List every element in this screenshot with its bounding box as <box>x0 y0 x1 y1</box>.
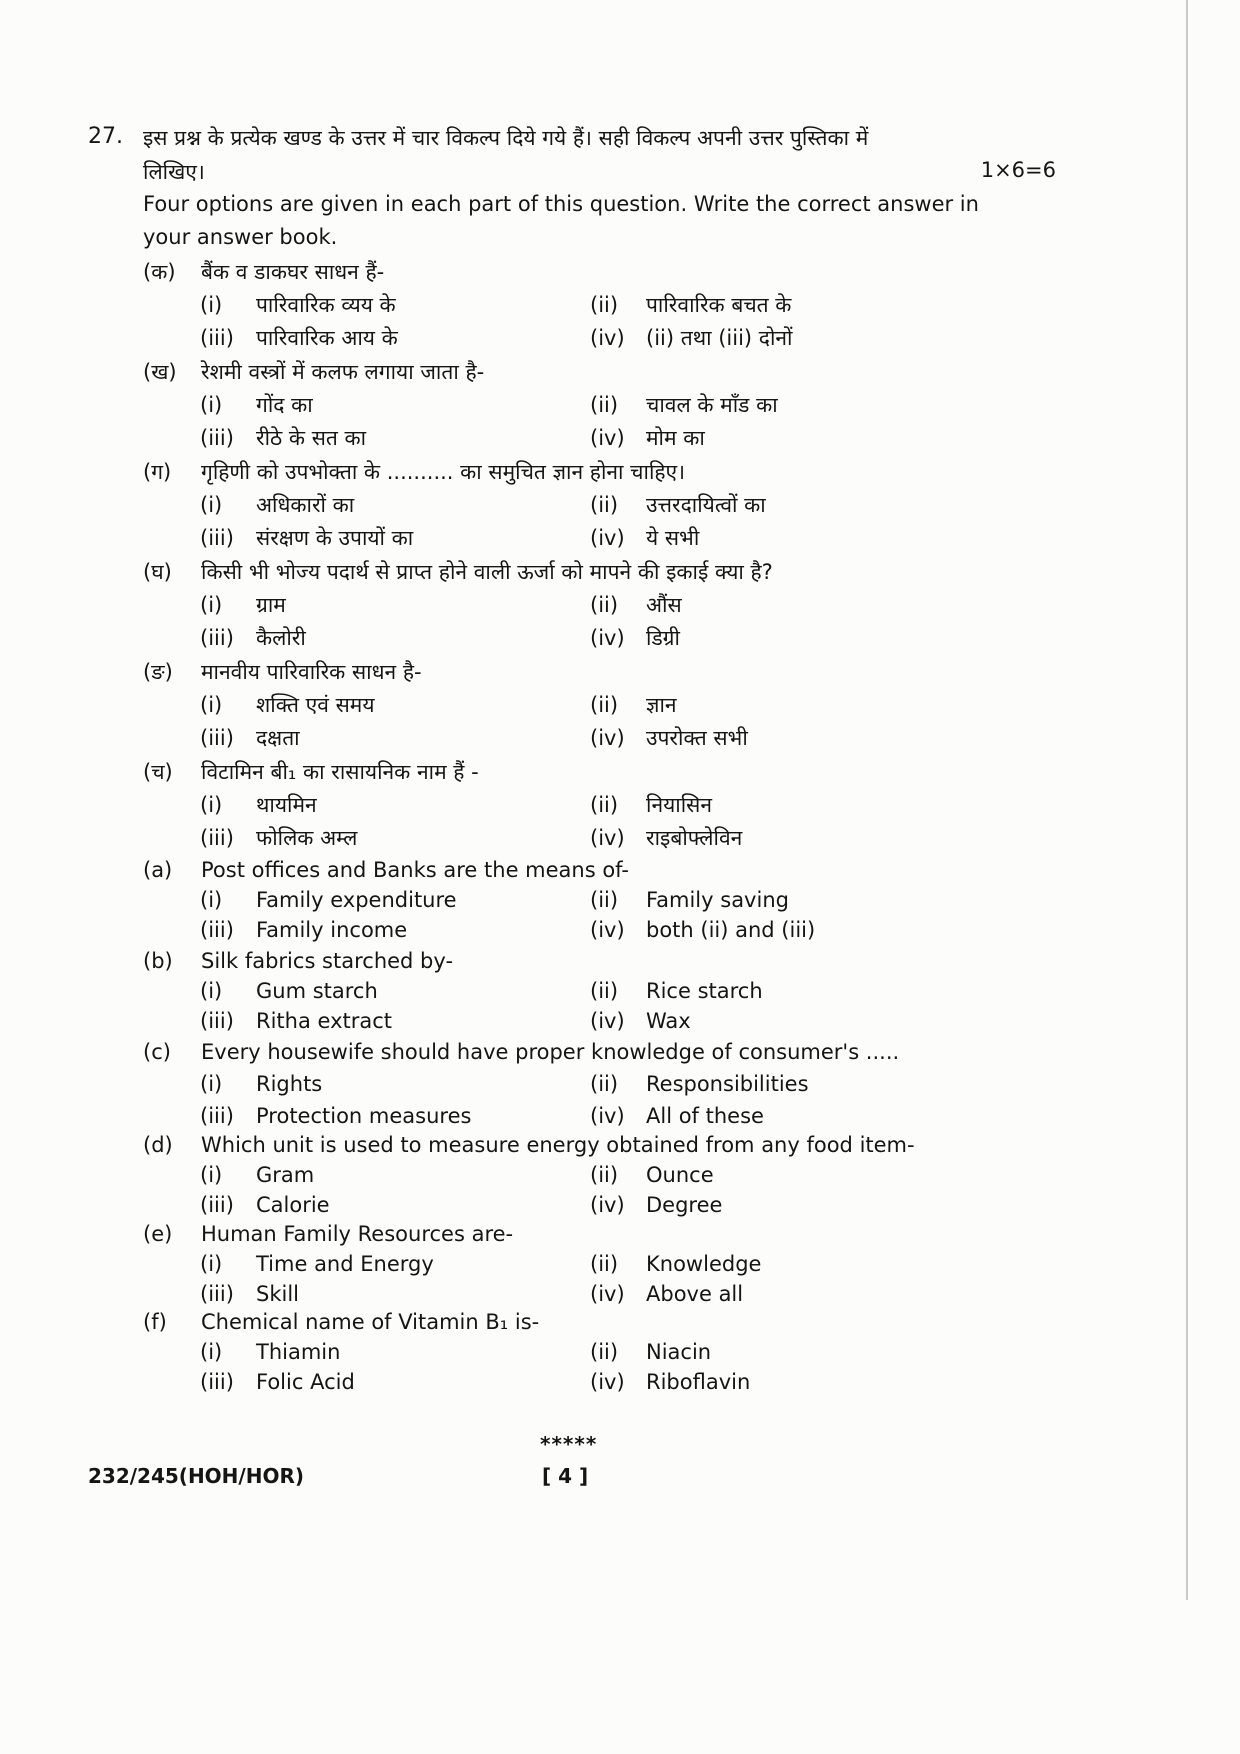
option-item <box>200 1104 471 1128</box>
option-text: शक्ति एवं समय <box>256 693 375 717</box>
part-text: Chemical name of Vitamin B₁ is- <box>201 1310 540 1334</box>
option-number: (ii) <box>590 888 619 912</box>
end-stars: ***** <box>540 1432 598 1456</box>
option-number: (iv) <box>590 326 625 350</box>
part-text: Every housewife should have proper knowledge of consumer's ..... <box>201 1040 900 1064</box>
part-question <box>143 358 484 386</box>
option-number: (iv) <box>590 1282 625 1306</box>
option-number: (iv) <box>590 918 625 942</box>
paper-code: 232/245(HOH/HOR) <box>88 1464 305 1488</box>
option-number: (iii) <box>200 1282 234 1306</box>
option-number: (iv) <box>590 526 625 550</box>
option-item <box>200 724 300 752</box>
option-item <box>590 1193 722 1217</box>
option-text: Rights <box>256 1072 323 1096</box>
option-item <box>200 1340 340 1364</box>
option-text: Family saving <box>646 888 789 912</box>
option-item <box>200 591 286 619</box>
option-text: Responsibilities <box>646 1072 809 1096</box>
option-number: (i) <box>200 293 223 317</box>
option-text: All of these <box>646 1104 764 1128</box>
option-number: (iii) <box>200 1370 234 1394</box>
option-text: Wax <box>646 1009 691 1033</box>
part-question <box>143 458 685 486</box>
option-number: (iv) <box>590 726 625 750</box>
option-text: कैलोरी <box>256 626 306 650</box>
option-item <box>590 391 778 419</box>
option-number: (ii) <box>590 293 619 317</box>
part-label: (f) <box>143 1310 167 1334</box>
option-text: Rice starch <box>646 979 763 1003</box>
option-text: Folic Acid <box>256 1370 355 1394</box>
part-label: (क) <box>143 260 176 284</box>
part-text: Which unit is used to measure energy obtained from any food item- <box>201 1133 915 1157</box>
option-number: (i) <box>200 888 223 912</box>
option-item <box>200 524 413 552</box>
option-item <box>590 1370 750 1394</box>
part-label: (a) <box>143 858 173 882</box>
option-text: राइबोफ्लेविन <box>646 826 743 850</box>
part-text: Silk fabrics starched by- <box>201 949 454 973</box>
part-text: विटामिन बी₁ का रासायनिक नाम हैं - <box>201 760 479 784</box>
option-text: Ounce <box>646 1163 714 1187</box>
option-text: Degree <box>646 1193 723 1217</box>
option-item <box>590 324 792 352</box>
option-text: Protection measures <box>256 1104 472 1128</box>
page-border <box>1186 0 1188 1600</box>
option-text: (ii) तथा (iii) दोनों <box>646 326 793 350</box>
option-number: (iv) <box>590 1370 625 1394</box>
option-number: (ii) <box>590 1163 619 1187</box>
question-english-line-2: your answer book. <box>143 225 338 249</box>
page-number: [ 4 ] <box>542 1464 589 1488</box>
option-text: Family income <box>256 918 408 942</box>
part-text: मानवीय पारिवारिक साधन है- <box>201 660 422 684</box>
part-text: बैंक व डाकघर साधन हैं- <box>201 260 385 284</box>
option-text: मोम का <box>646 426 705 450</box>
option-item <box>590 491 766 519</box>
option-item <box>200 1009 392 1033</box>
option-item <box>590 424 705 452</box>
option-number: (iv) <box>590 1104 625 1128</box>
part-question <box>143 658 422 686</box>
question-hindi-line-1: इस प्रश्न के प्रत्येक खण्ड के उत्तर में चार विकल्प दिये गये हैं। सही विकल्प अपनी उत्तर पुस्तिका में <box>143 126 869 150</box>
option-text: थायमिन <box>256 793 317 817</box>
option-text: संरक्षण के उपायों का <box>256 526 414 550</box>
option-number: (i) <box>200 793 223 817</box>
part-text: किसी भी भोज्य पदार्थ से प्राप्त होने वाली ऊर्जा को मापने की इकाई क्या है? <box>201 560 773 584</box>
option-text: Calorie <box>256 1193 330 1217</box>
option-text: Gum starch <box>256 979 378 1003</box>
option-number: (ii) <box>590 793 619 817</box>
part-label: (घ) <box>143 560 172 584</box>
part-question <box>143 949 453 973</box>
question-english-line-1: Four options are given in each part of this question. Write the correct answer in <box>143 192 979 216</box>
option-item <box>200 1370 355 1394</box>
option-number: (iii) <box>200 1009 234 1033</box>
option-number: (i) <box>200 493 223 517</box>
part-text: Post offices and Banks are the means of- <box>201 858 630 882</box>
option-item <box>590 824 742 852</box>
option-item <box>200 979 378 1003</box>
option-text: Thiamin <box>256 1340 341 1364</box>
option-number: (i) <box>200 1340 223 1364</box>
option-item <box>590 1340 711 1364</box>
option-number: (i) <box>200 593 223 617</box>
option-item <box>590 1104 764 1128</box>
option-number: (iii) <box>200 626 234 650</box>
option-text: अधिकारों का <box>256 493 355 517</box>
option-text: Above all <box>646 1282 744 1306</box>
part-question <box>143 558 773 586</box>
part-label: (d) <box>143 1133 173 1157</box>
question-marks: 1×6=6 <box>980 158 1056 182</box>
option-item <box>590 1252 761 1276</box>
option-text: Knowledge <box>646 1252 762 1276</box>
option-number: (ii) <box>590 979 619 1003</box>
part-question <box>143 758 479 786</box>
part-text: गृहिणी को उपभोक्ता के .......... का समुचित ज्ञान होना चाहिए। <box>201 460 686 484</box>
option-text: ज्ञान <box>646 693 677 717</box>
option-item <box>200 624 306 652</box>
option-number: (iii) <box>200 1104 234 1128</box>
option-number: (iv) <box>590 1009 625 1033</box>
part-label: (e) <box>143 1222 173 1246</box>
option-text: फोलिक अम्ल <box>256 826 358 850</box>
option-text: चावल के माँड का <box>646 393 778 417</box>
option-number: (iii) <box>200 726 234 750</box>
part-label: (ख) <box>143 360 177 384</box>
part-question <box>143 258 384 286</box>
option-item <box>590 791 712 819</box>
option-item <box>200 888 457 912</box>
option-number: (iv) <box>590 426 625 450</box>
option-text: डिग्री <box>646 626 680 650</box>
option-number: (iii) <box>200 426 234 450</box>
option-number: (ii) <box>590 493 619 517</box>
option-item <box>590 888 789 912</box>
option-number: (ii) <box>590 593 619 617</box>
option-item <box>200 1072 322 1096</box>
option-number: (i) <box>200 693 223 717</box>
option-text: गोंद का <box>256 393 313 417</box>
option-text: उत्तरदायित्वों का <box>646 493 766 517</box>
option-item <box>200 691 375 719</box>
question-number: 27. <box>88 124 123 149</box>
option-item <box>200 491 354 519</box>
option-item <box>200 1193 330 1217</box>
option-text: Ritha extract <box>256 1009 393 1033</box>
option-number: (ii) <box>590 393 619 417</box>
option-text: Family expenditure <box>256 888 457 912</box>
option-text: औंस <box>646 593 682 617</box>
option-text: Skill <box>256 1282 299 1306</box>
part-text: रेशमी वस्त्रों में कलफ लगाया जाता है- <box>201 360 485 384</box>
part-question <box>143 1222 513 1246</box>
option-text: पारिवारिक आय के <box>256 326 398 350</box>
option-number: (iii) <box>200 326 234 350</box>
option-item <box>200 391 313 419</box>
option-item <box>590 591 682 619</box>
option-item <box>590 1163 714 1187</box>
part-question <box>143 858 629 882</box>
option-number: (ii) <box>590 1252 619 1276</box>
option-item <box>200 824 357 852</box>
option-item <box>590 979 763 1003</box>
option-number: (ii) <box>590 693 619 717</box>
option-number: (i) <box>200 1252 223 1276</box>
option-text: Time and Energy <box>256 1252 434 1276</box>
option-number: (i) <box>200 393 223 417</box>
part-label: (ङ) <box>143 660 173 684</box>
option-number: (i) <box>200 979 223 1003</box>
part-label: (c) <box>143 1040 171 1064</box>
option-item <box>590 724 748 752</box>
option-item <box>590 1282 743 1306</box>
option-number: (i) <box>200 1163 223 1187</box>
option-number: (i) <box>200 1072 223 1096</box>
option-item <box>590 624 680 652</box>
option-item <box>200 291 396 319</box>
part-question <box>143 1040 899 1064</box>
option-item <box>200 324 398 352</box>
option-text: both (ii) and (iii) <box>646 918 816 942</box>
option-item <box>590 918 815 942</box>
option-text: पारिवारिक बचत के <box>646 293 792 317</box>
option-text: नियासिन <box>646 793 713 817</box>
part-text: Human Family Resources are- <box>201 1222 514 1246</box>
option-number: (iv) <box>590 826 625 850</box>
option-item <box>200 1282 299 1306</box>
option-text: Gram <box>256 1163 315 1187</box>
option-number: (iii) <box>200 826 234 850</box>
option-item <box>200 1163 314 1187</box>
option-text: ग्राम <box>256 593 286 617</box>
option-number: (iii) <box>200 918 234 942</box>
option-item <box>590 291 791 319</box>
option-number: (iv) <box>590 626 625 650</box>
option-number: (iii) <box>200 526 234 550</box>
option-item <box>200 791 317 819</box>
option-number: (iii) <box>200 1193 234 1217</box>
option-item <box>200 918 407 942</box>
option-text: दक्षता <box>256 726 300 750</box>
option-text: Riboflavin <box>646 1370 751 1394</box>
option-item <box>200 424 366 452</box>
option-number: (ii) <box>590 1072 619 1096</box>
question-hindi-line-2: लिखिए। <box>143 160 205 184</box>
option-text: रीठे के सत का <box>256 426 367 450</box>
part-question <box>143 1310 539 1334</box>
part-label: (ग) <box>143 460 172 484</box>
option-item <box>590 524 699 552</box>
option-text: ये सभी <box>646 526 700 550</box>
option-number: (iv) <box>590 1193 625 1217</box>
option-item <box>590 1072 809 1096</box>
part-question <box>143 1133 915 1157</box>
option-text: पारिवारिक व्यय के <box>256 293 396 317</box>
part-label: (च) <box>143 760 173 784</box>
option-item <box>590 1009 691 1033</box>
option-text: उपरोक्त सभी <box>646 726 748 750</box>
option-number: (ii) <box>590 1340 619 1364</box>
part-label: (b) <box>143 949 173 973</box>
option-item <box>590 691 677 719</box>
option-item <box>200 1252 434 1276</box>
option-text: Niacin <box>646 1340 712 1364</box>
